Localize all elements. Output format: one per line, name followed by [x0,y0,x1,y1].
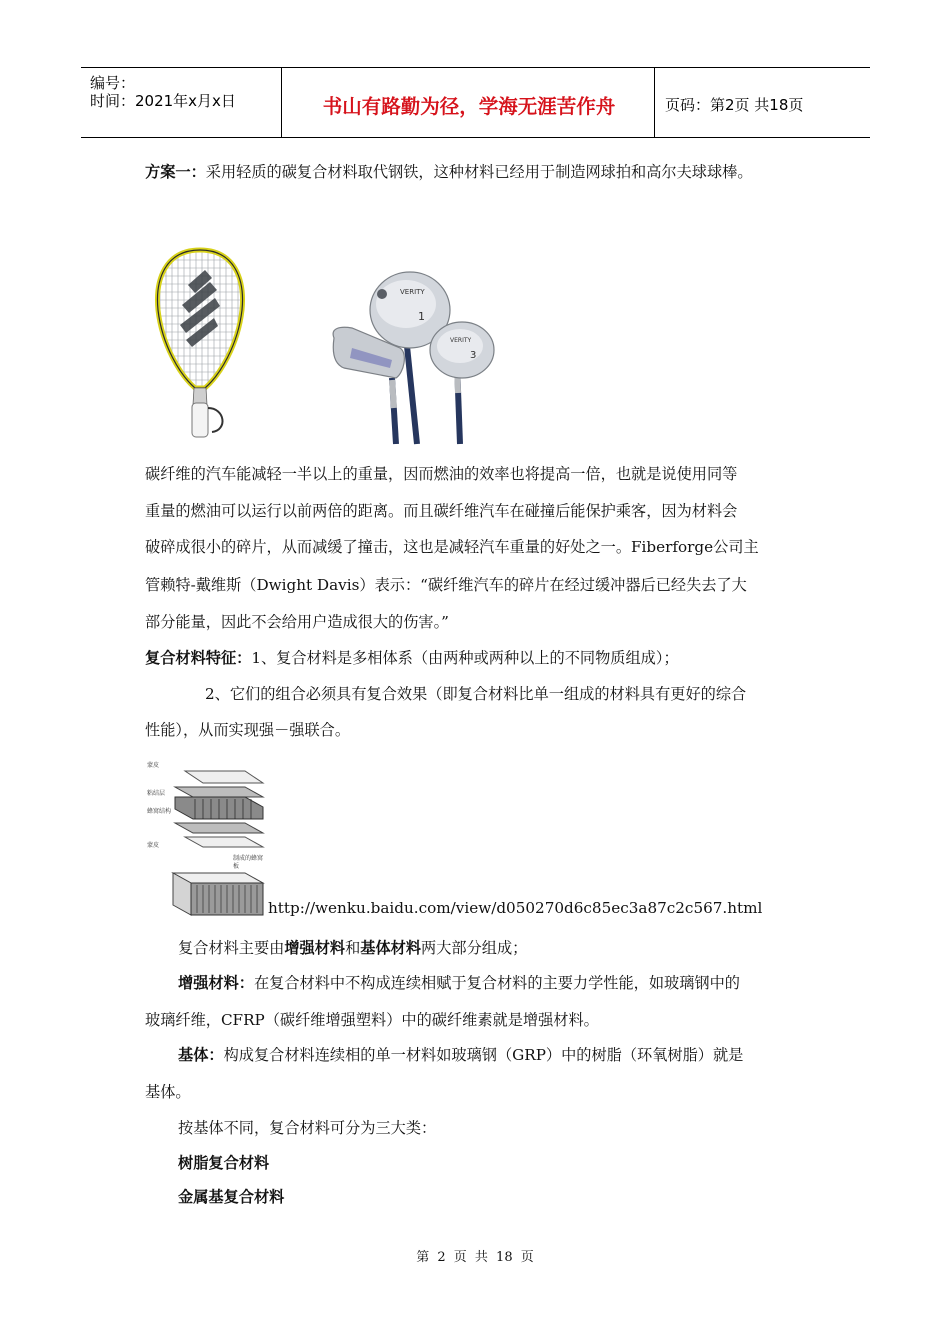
category-1 [178,1153,269,1173]
club3-brand: VERITY [450,337,472,344]
racket-image [150,240,250,445]
matrix-line2: 基体。 [145,1083,191,1101]
page-footer: 第 2 页 共 18 页 [416,1250,534,1265]
label-adhesive: 粘结层 [147,790,166,797]
category-2 [178,1187,284,1207]
composition-post: 两大部分组成； [421,939,528,957]
para1-line: 重量的燃油可以运行以前两倍的距离。而且碳纤维汽车在碰撞后能保护乘客，因为材料会 [145,502,738,520]
category-2-text: 金属基复合材料 [178,1188,285,1206]
plan-one-label: 方案一： [145,163,206,181]
para1-line: 破碎成很小的碎片，从而减缓了撞击，这也是减轻汽车重量的好处之一。Fiberforge公司主 [145,538,759,556]
matrix-line1: 构成复合材料连续相的单一材料如玻璃钢（GRP）中的树脂（环氧树脂）就是 [223,1046,744,1064]
feature-2-line2: 性能），从而实现强－强联合。 [145,721,351,739]
page-indicator: 页码：第2页 共18页 [665,96,804,114]
feature-2-line1: 2、它们的组合必须具有复合效果（即复合材料比单一组成的材料具有更好的综合 [205,685,747,703]
golf-clubs-image [322,268,497,446]
label-finished-panel-2: 板 [233,863,240,870]
matrix-paragraph [178,1045,743,1065]
source-url: http://wenku.baidu.com/view/d050270d6c85ec3a87c2c567.html [268,899,763,917]
composition-reinforce: 增强材料 [284,939,346,957]
reinforce-label: 增强材料： [178,974,254,992]
plan-one-text: 采用轻质的碳复合材料取代钢铁，这种材料已经用于制造网球拍和高尔夫球球棒。 [205,163,753,181]
doc-number-label: 编号： [90,74,136,92]
features-label: 复合材料特征： [145,649,252,667]
features-paragraph [145,648,679,668]
feature-1: 1、复合材料是多相体系（由两种或两种以上的不同物质组成）； [251,649,679,667]
composition-mid: 和 [345,939,361,957]
plan-one-paragraph [145,162,753,182]
honeycomb-diagram [145,757,275,922]
para1-line: 碳纤维的汽车能减轻一半以上的重量，因而燃油的效率也将提高一倍，也就是说使用同等 [145,465,738,483]
doc-time-label: 时间：2021年x月x日 [90,92,236,110]
label-honeycomb: 蜂窝结构 [147,808,172,815]
club1-brand: VERITY [400,288,425,296]
label-finished-panel-1: 制成的蜂窝 [233,855,264,862]
label-skin-top: 蒙皮 [147,762,160,769]
reinforce-line2: 玻璃纤维，CFRP（碳纤维增强塑料）中的碳纤维素就是增强材料。 [145,1011,599,1029]
club1-number: 1 [418,310,425,323]
para1-line: 部分能量，因此不会给用户造成很大的伤害。” [145,613,449,631]
category-1-text: 树脂复合材料 [178,1154,270,1172]
matrix-label: 基体： [178,1046,224,1064]
composition-matrix: 基体材料 [360,939,421,957]
classify-text: 按基体不同，复合材料可分为三大类： [178,1119,437,1137]
label-skin-bottom: 蒙皮 [147,842,160,849]
para1-line: 管赖特-戴维斯（Dwight Davis）表示：“碳纤维汽车的碎片在经过缓冲器后已经失去了大 [145,576,747,594]
reinforce-paragraph [178,973,740,993]
composition-paragraph [178,938,527,958]
club3-number: 3 [470,350,477,361]
header-motto: 书山有路勤为径，学海无涯苦作舟 [322,95,616,118]
composition-pre: 复合材料主要由 [178,939,285,957]
reinforce-line1: 在复合材料中不构成连续相赋于复合材料的主要力学性能，如玻璃钢中的 [253,974,740,992]
